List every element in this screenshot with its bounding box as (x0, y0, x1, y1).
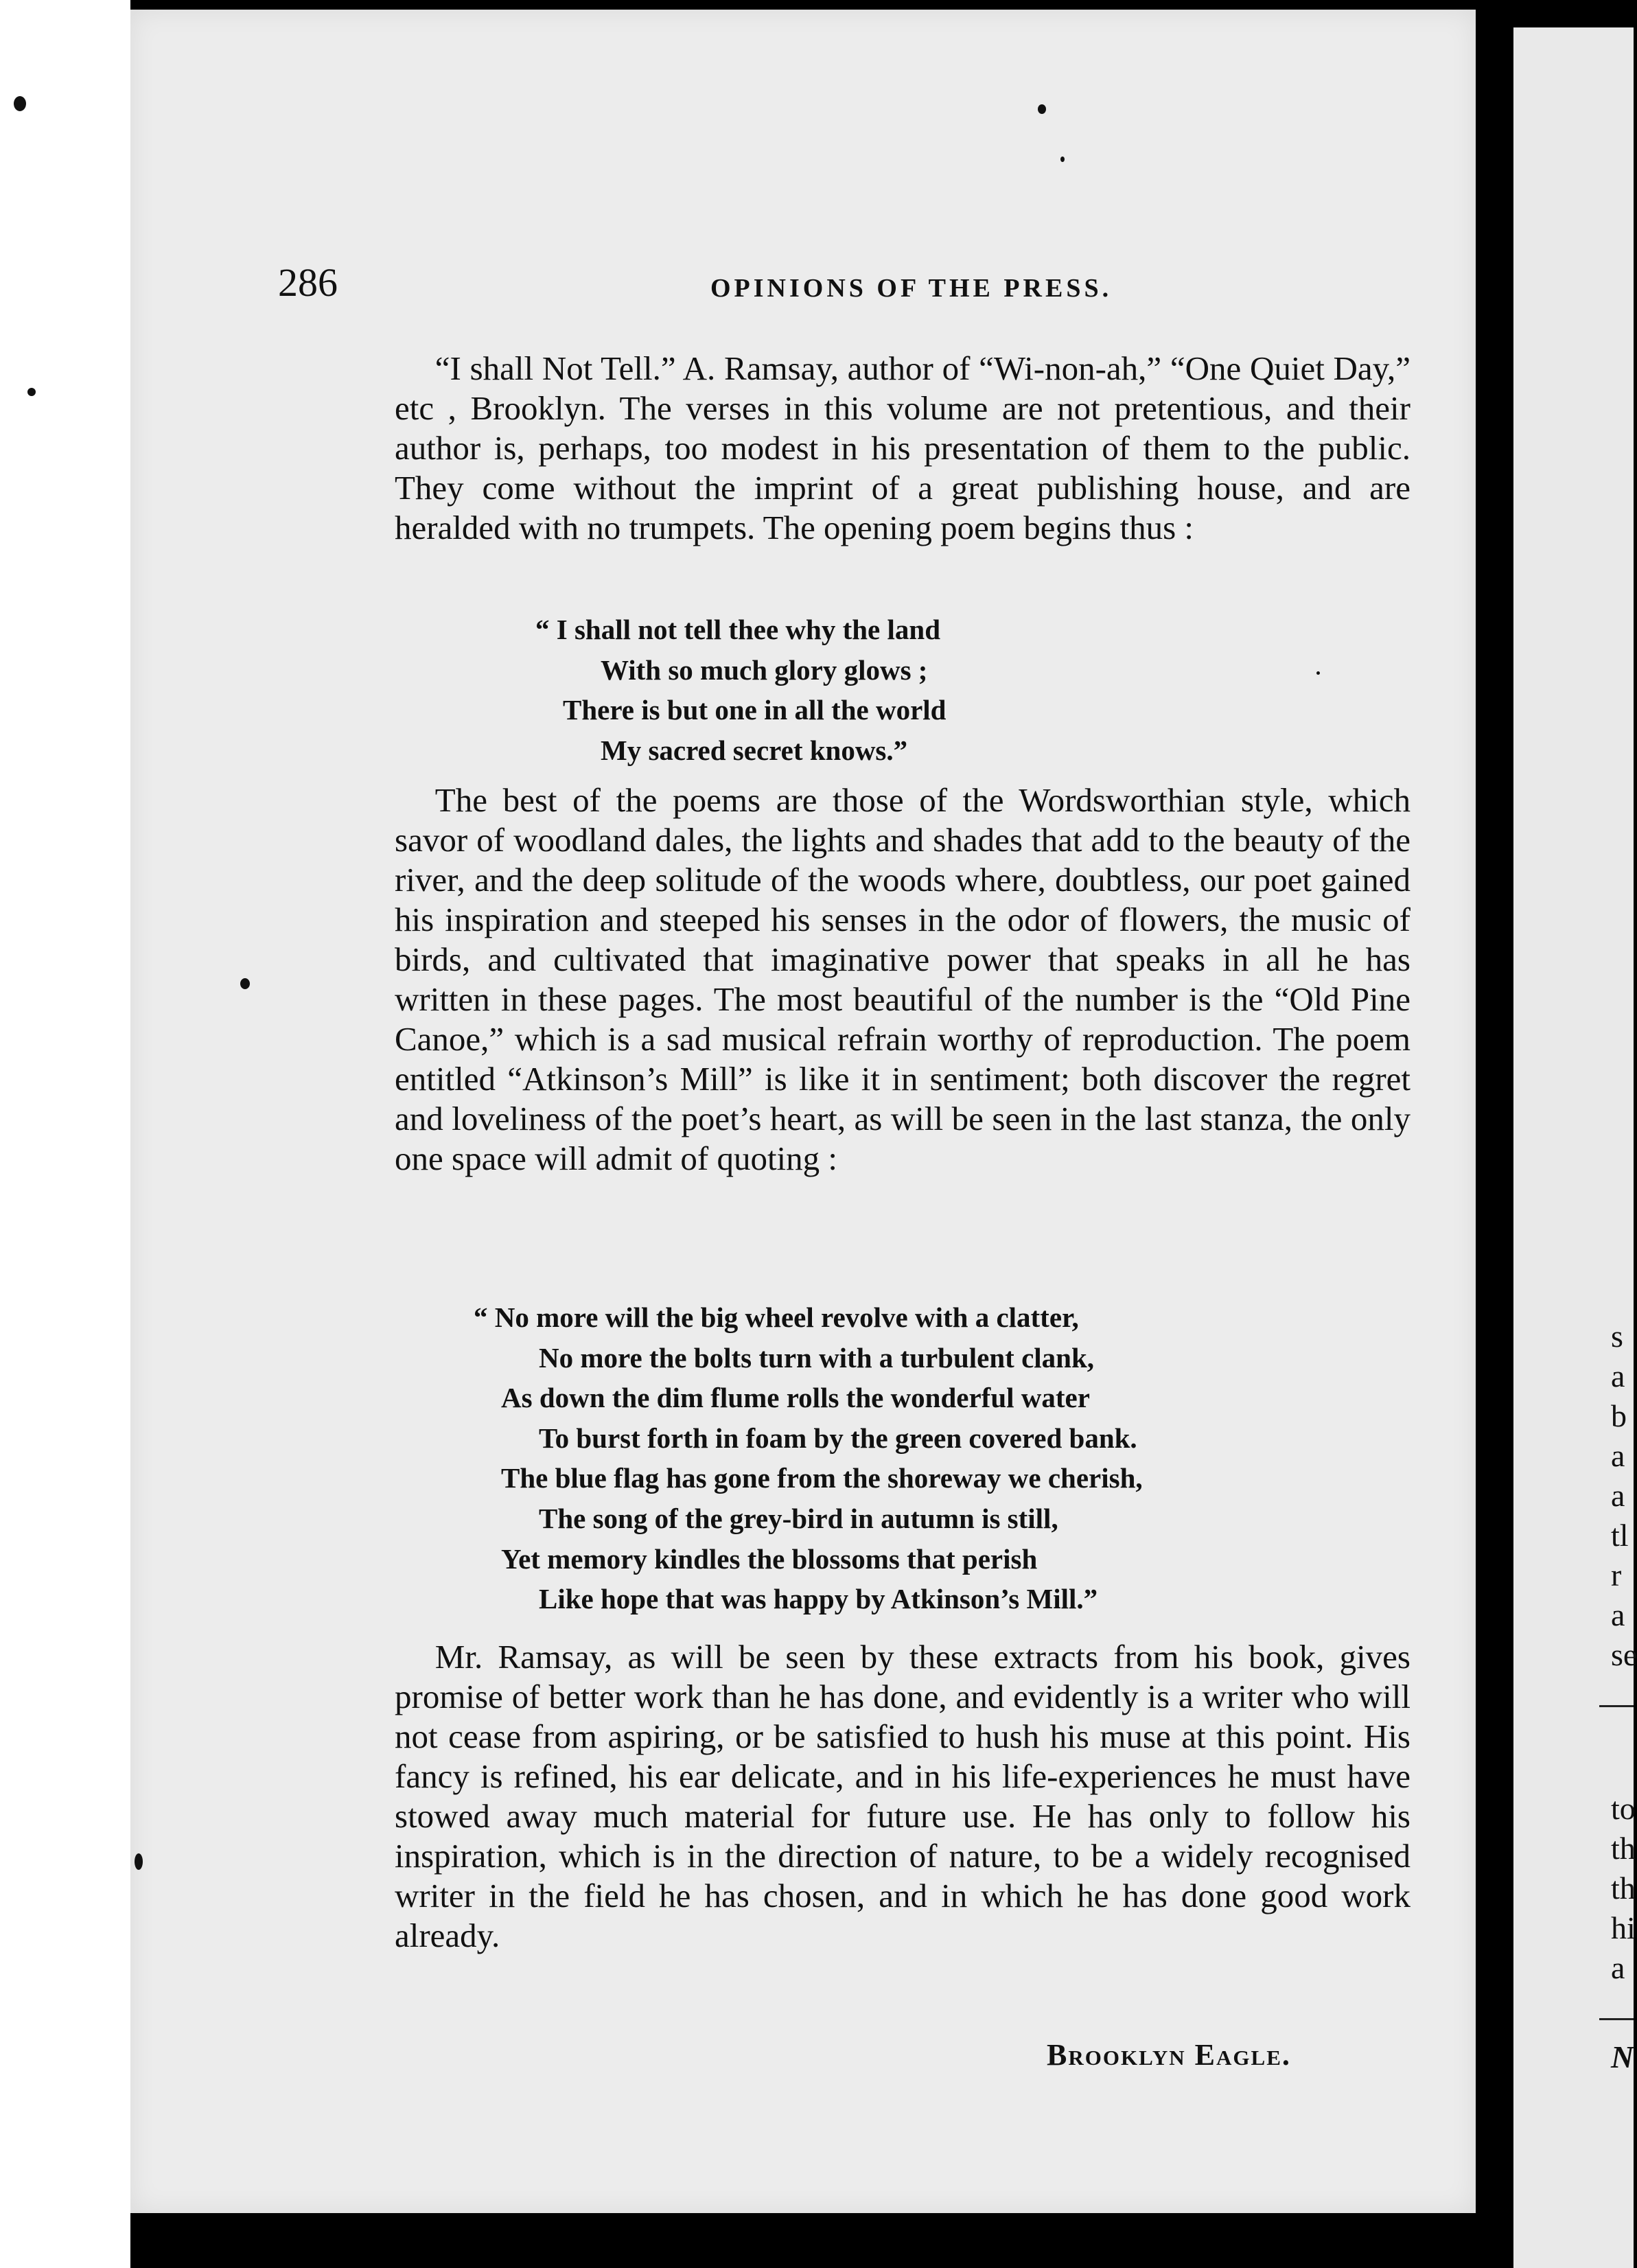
review-paragraph-2 (395, 780, 1410, 1179)
facing-page-rule (1599, 2018, 1634, 2020)
paragraph-text: “I shall Not Tell.” A. Ramsay, author of “Wi-non-ah,” “One Quiet Day,” etc , Brooklyn. The verses in this volume are not pretentious, and their author is, perhaps, too modest in his presentation of them to the public. They come without the imprint of a great publishing house, and are heralded with no trumpets. The opening poem begins thus : (395, 349, 1410, 546)
scan-margin (0, 0, 130, 2268)
verse-line: With so much glory glows ; (601, 653, 928, 686)
facing-page-fragment: s (1611, 1319, 1623, 1354)
facing-page-rule (1599, 1705, 1634, 1707)
facing-page-fragment: th (1611, 1871, 1636, 1906)
facing-page-fragment: N (1611, 2039, 1634, 2074)
paragraph-text: The best of the poems are those of the Wordsworthian style, which savor of woodland dales, the lights and shades that add to the beauty of the river, and the deep solitude of the woods where, doubtless, our poet gained his inspiration and steeped his senses in the odor of flowers, the music of birds, and cultivated that imaginative power that speaks in all he has written in these pages. The most beautiful of the number is the “Old Pine Canoe,” which is a sad musical refrain worthy of reproduction. The poem entitled “Atkinson’s Mill” is like it in sentiment; both discover the regret and loveliness of the poet’s heart, as will be seen in the last stanza, the only one space will admit of quoting : (395, 781, 1410, 1177)
facing-page-fragment: a (1611, 1597, 1625, 1632)
scan-speck (1038, 104, 1046, 114)
facing-page-fragment: a (1611, 1358, 1625, 1393)
scan-speck (1316, 671, 1320, 675)
verse-line: My sacred secret knows.” (601, 734, 908, 766)
review-paragraph-3 (395, 1637, 1410, 1956)
verse-line: Yet memory kindles the blossoms that perish (501, 1542, 1038, 1575)
scan-speck (14, 96, 26, 111)
source-attribution: Brooklyn Eagle. (1047, 2038, 1291, 2072)
verse-line: The song of the grey-bird in autumn is still, (539, 1502, 1058, 1534)
page-number: 286 (278, 260, 338, 305)
verse-line: Like hope that was happy by Atkinson’s Mill.” (539, 1583, 1098, 1615)
verse-quote-2 (474, 1297, 1143, 1619)
running-head: OPINIONS OF THE PRESS. (710, 274, 1113, 303)
facing-page-fragment: a (1611, 1478, 1625, 1513)
scan-speck (135, 1853, 143, 1870)
facing-page-fragment: r (1611, 1558, 1622, 1593)
verse-line: “ No more will the big wheel revolve with a clatter, (474, 1301, 1079, 1333)
facing-page-fragment: a (1611, 1438, 1625, 1473)
facing-page-fragment: to (1611, 1791, 1636, 1826)
facing-page-fragment: tl (1611, 1518, 1629, 1553)
verse-quote-1 (535, 610, 947, 770)
verse-line: The blue flag has gone from the shoreway we cherish, (501, 1462, 1143, 1494)
facing-page-fragment: se (1611, 1637, 1637, 1672)
verse-line: As down the dim flume rolls the wonderful water (501, 1382, 1090, 1414)
verse-line: To burst forth in foam by the green covered bank. (539, 1422, 1137, 1454)
verse-line: “ I shall not tell thee why the land (535, 614, 940, 645)
review-paragraph-1 (395, 349, 1410, 548)
facing-page-fragment: b (1611, 1398, 1627, 1433)
scan-speck (1060, 157, 1065, 162)
facing-page-fragment: hi (1611, 1910, 1636, 1945)
paragraph-text: Mr. Ramsay, as will be seen by these extracts from his book, gives promise of better work than he has done, and evidently is a writer who will not cease from aspiring, or be satisfied to hush his muse at this point. His fancy is refined, his ear delicate, and in his life-experiences he must have stowed away much material for future use. He has only to follow his inspiration, which is in the direction of nature, to be a widely recognised writer in the field he has chosen, and in which he has done good work already. (395, 1638, 1410, 1954)
verse-line: There is but one in all the world (563, 694, 947, 726)
facing-page-fragment: a (1611, 1950, 1625, 1985)
facing-page-fragment: th (1611, 1831, 1636, 1866)
page-header (278, 259, 1136, 314)
verse-line: No more the bolts turn with a turbulent clank, (539, 1341, 1095, 1374)
scan-speck (27, 388, 36, 396)
scan-speck (240, 978, 250, 989)
